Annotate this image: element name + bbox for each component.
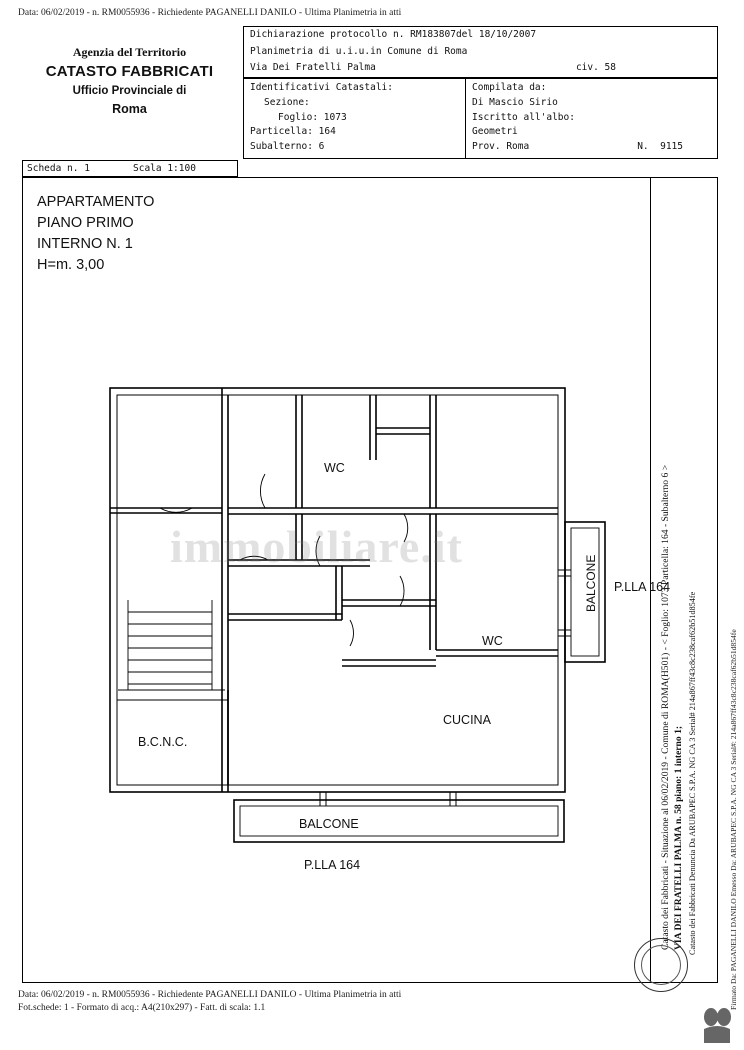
iscritto-value: Geometri (472, 126, 518, 138)
stamp-circle (634, 938, 688, 992)
protocol-label: Dichiarazione protocollo n. (250, 29, 405, 40)
protocol-del: del (455, 29, 474, 40)
title-line-1: APPARTAMENTO (37, 194, 155, 210)
iscritto-label: Iscritto all'albo: (472, 111, 575, 123)
room-label-balcone-bottom: BALCONE (299, 817, 359, 831)
subalterno-label: Subalterno: (250, 141, 313, 153)
bottom-note-2: Fot.schede: 1 - Formato di acq.: A4(210x297) - Fatt. di scala: 1.1 (18, 1003, 266, 1013)
sezione-label: Sezione: (264, 96, 310, 108)
stamp-inner-circle (641, 945, 681, 985)
agency-line-4: Roma (112, 101, 147, 116)
agency-logo-icon (700, 1005, 734, 1045)
compilata-value: Di Mascio Sirio (472, 96, 558, 108)
room-label-cucina: CUCINA (443, 713, 491, 727)
top-note: Data: 06/02/2019 - n. RM0055936 - Richiedente PAGANELLI DANILO - Ultima Planimetria in atti (18, 8, 402, 18)
room-label-wc-bottom: WC (482, 634, 503, 648)
declaration-planimetria-row: Planimetria di u.i.u.in Comune di Roma (250, 45, 468, 57)
label-plla-bottom: P.LLA 164 (304, 858, 361, 872)
title-line-4: H=m. 3,00 (37, 257, 105, 274)
foglio-value: 1073 (323, 111, 347, 123)
civ-text: civ. 58 (575, 62, 616, 74)
scheda-label: Scheda n. 1 (27, 163, 90, 174)
prov-label: Prov. Roma (472, 141, 530, 153)
identificativi-title: Identificativi Catastali: (250, 82, 393, 94)
protocol-number: RM183807 (410, 29, 456, 40)
side-text-line-1: Catasto dei Fabbricati - Situazione al 06/02/2019 - Comune di ROMA(H501) - < Foglio: 1073 Particella: 164 - Subalterno 6 > (660, 464, 671, 950)
watermark: immobiliare.it (170, 521, 463, 572)
bottom-note: Data: 06/02/2019 - n. RM0055936 - Richiedente PAGANELLI DANILO - Ultima Planimetria in atti (18, 990, 402, 1000)
n-label: N. 9115 (637, 141, 683, 153)
room-label-wc-top: WC (324, 461, 345, 475)
n-value: 9115 (660, 141, 683, 153)
side-text-line-2: VIA DEI FRATELLI PALMA n. 58 piano: 1 interno 1; (673, 725, 684, 950)
agency-line-2: CATASTO FABBRICATI (45, 63, 214, 81)
room-label-bcnc: B.C.N.C. (138, 735, 188, 749)
title-line-3: INTERNO N. 1 (37, 236, 133, 253)
scala-label: Scala 1:100 (133, 163, 196, 174)
foglio-label: Foglio: (278, 111, 319, 123)
room-label-balcone-right: BALCONE (584, 554, 598, 612)
label-plla-right: P.LLA 164 (614, 580, 671, 594)
protocol-date: 18/10/2007 (478, 29, 537, 40)
side-text-line-3: Catasto dei Fabbricati Denuncia Da ARUBAPEC S.P.A. NG CA 3 Serial# 214a867ff43c8c238caf62b51d854fe (688, 591, 697, 955)
title-line-2: PIANO PRIMO (37, 215, 134, 232)
side-text-firmato: Firmato Da: PAGANELLI DANILO Emesso Da: ARUBAPEC S.P.A. NG CA 3 Serial#: 214a867ff43c8c238caf62b51d854fe (729, 629, 738, 1010)
compilata-label: Compilata da: (472, 82, 547, 94)
agency-line-3: Ufficio Provinciale di (72, 85, 187, 98)
address-text: Via Dei Fratelli Palma (250, 62, 376, 74)
particella-value: 164 (318, 126, 336, 138)
agency-line-1: Agenzia del Territorio (72, 45, 187, 59)
particella-label: Particella: (250, 126, 313, 138)
subalterno-value: 6 (318, 141, 325, 153)
